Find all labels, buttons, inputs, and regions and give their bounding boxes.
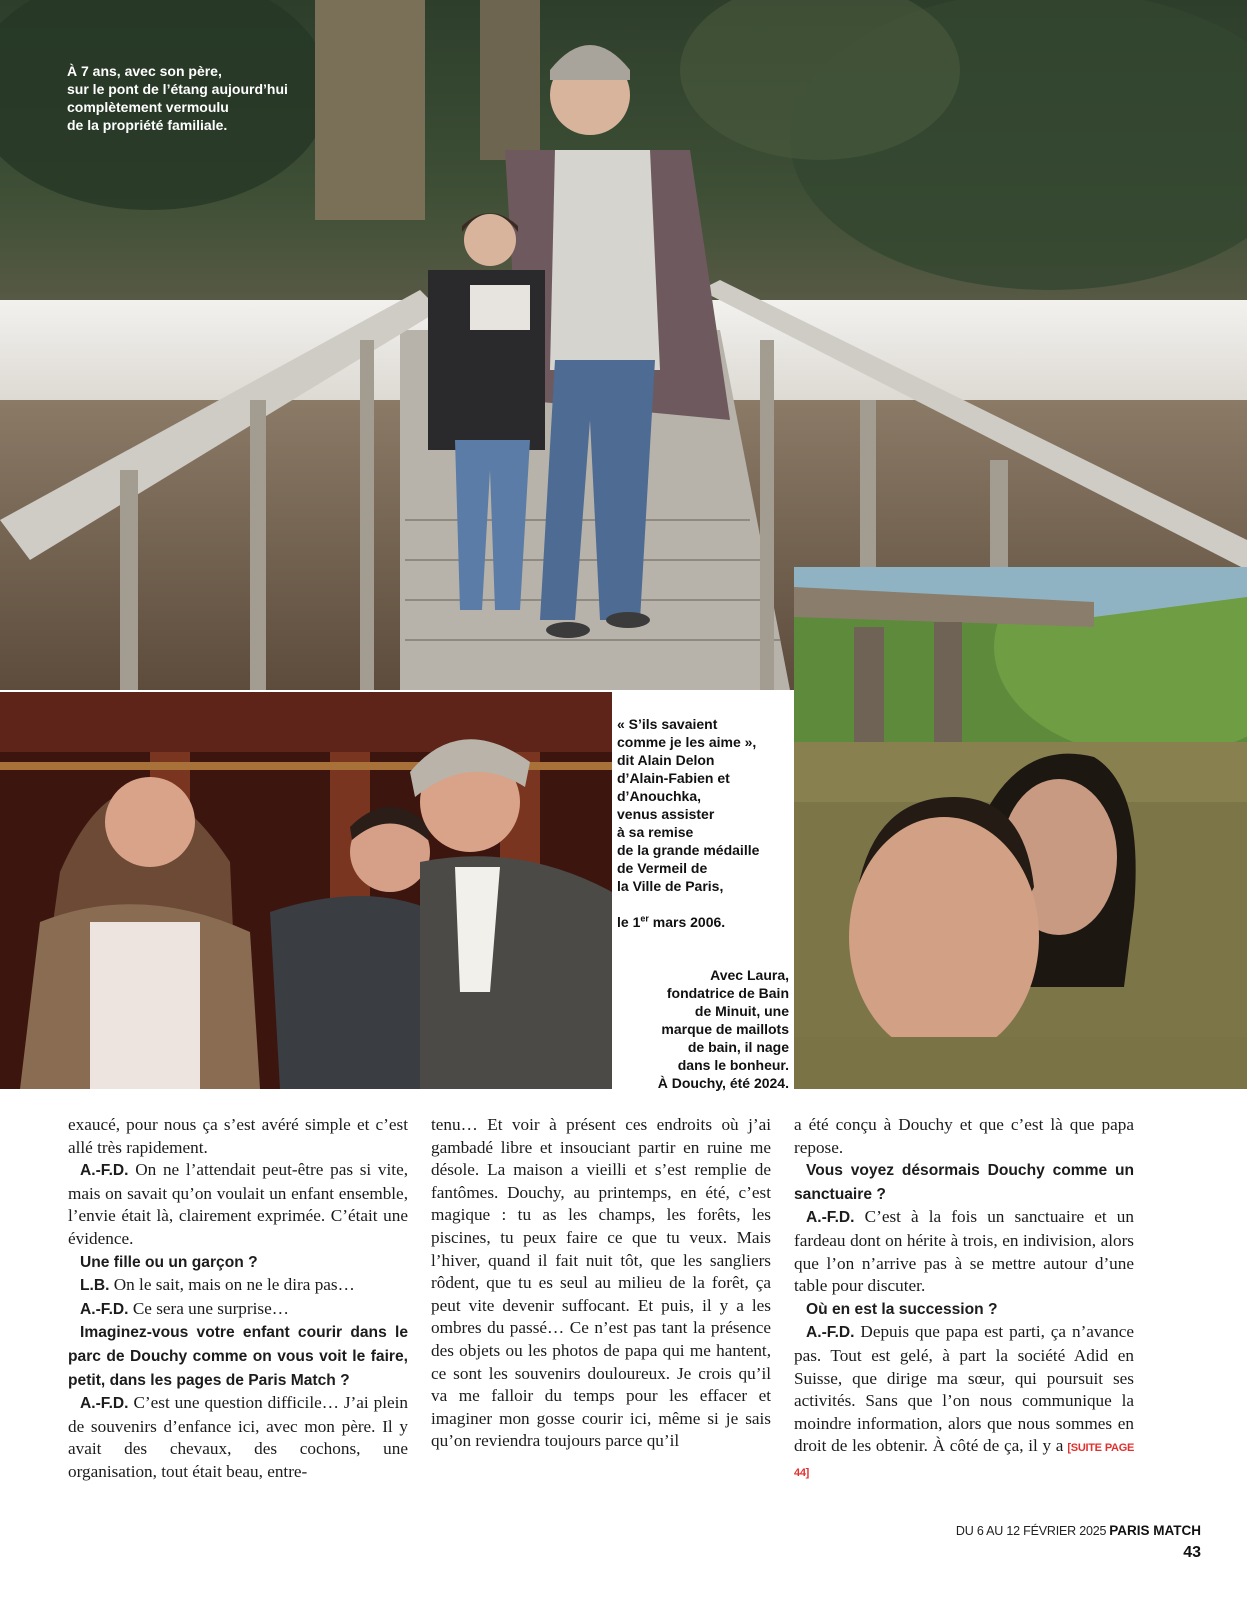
caption-ceremony-date: le 1er mars 2006. — [617, 913, 726, 930]
interview-answer — [68, 1159, 408, 1250]
interview-answer — [68, 1274, 408, 1298]
article-column-1 — [68, 1114, 408, 1484]
interview-question — [68, 1321, 408, 1392]
interview-answer — [68, 1298, 408, 1322]
continued-marker: [SUITE PAGE 44] — [794, 1442, 1134, 1479]
interview-answer — [794, 1321, 1134, 1484]
answer-text: C’est une question difficile… J’ai plein de souvenirs d’enfance ici, avec mon père. Il y avait des chevaux, des cochons, une organisation, tout était beau, entre- — [68, 1393, 408, 1481]
speaker-initials: A.-F.D. — [80, 1395, 129, 1413]
caption-line: à sa remise — [617, 824, 694, 840]
interview-answer — [68, 1392, 408, 1483]
caption-line: « S’ils savaient — [617, 716, 718, 732]
speaker-initials: A.-F.D. — [806, 1209, 855, 1227]
caption-ceremony — [617, 697, 777, 949]
speaker-initials: A.-F.D. — [80, 1162, 129, 1180]
speaker-initials: A.-F.D. — [80, 1300, 129, 1318]
caption-ceremony-lines — [617, 715, 777, 895]
footer-magazine: PARIS MATCH — [1109, 1523, 1201, 1538]
speaker-initials: A.-F.D. — [806, 1324, 855, 1342]
article-column-2 — [431, 1114, 771, 1453]
caption-line: de Vermeil de — [617, 860, 708, 876]
answer-text: C’est à la fois un sanctuaire et un fardeau dont on hérite à trois, en indivision, alors que l’on n’arrive pas à se mettre autour d’une table pour discuter. — [794, 1207, 1134, 1296]
interview-answer — [794, 1206, 1134, 1297]
footer-issue-line — [956, 1522, 1201, 1540]
page-footer — [956, 1522, 1201, 1562]
photo-ceremony — [0, 692, 612, 1089]
question-text: Où en est la succession ? — [806, 1300, 998, 1318]
photo-swimming — [794, 567, 1247, 1089]
caption-line: la Ville de Paris, — [617, 878, 724, 894]
question-text: Imaginez-vous votre enfant courir dans le parc de Douchy comme on vous voit le faire, petit, dans les pages de Paris Match ? — [68, 1324, 408, 1389]
caption-line: de la grande médaille — [617, 842, 760, 858]
answer-text: On le sait, mais on ne le dira pas… — [109, 1275, 355, 1295]
page-number: 43 — [1183, 1544, 1201, 1561]
caption-line: venus assister — [617, 806, 715, 822]
caption-line: d’Anouchka, — [617, 788, 702, 804]
answer-text: Depuis que papa est parti, ça n’avance pas. Tout est gelé, à part la société Adid en Suisse, que dirige ma sœur, qui poursuit ses activités. Sans que l’on nous communique la moindre information, alors que nous sommes en droit de les obtenir. À côté de ça, il y a — [794, 1322, 1134, 1456]
footer-date: DU 6 AU 12 FÉVRIER 2025 — [955, 1524, 1107, 1538]
caption-swimming: Avec Laura, fondatrice de Bain de Minuit, une marque de maillots de bain, il nage dans le bonheur. À Douchy, été 2024. — [657, 967, 789, 1091]
answer-text: Ce sera une surprise… — [128, 1298, 289, 1318]
question-text: Une fille ou un garçon ? — [80, 1253, 258, 1271]
article-paragraph: exaucé, pour nous ça s’est avéré simple et c’est allé très rapidement. — [68, 1115, 408, 1157]
speaker-initials: L.B. — [80, 1277, 110, 1295]
caption-line: comme je les aime », — [617, 734, 757, 750]
article-paragraph: tenu… Et voir à présent ces endroits où j’ai gambadé libre et insouciant partir en ruine me désole. La maison a vieilli et s’est remplie de fantômes. Douchy, au printemps, en été, c’est magique : tu as les champs, les forêts, les piscines, tu peux faire ce que tu veux. Mais l’hiver, quand il fait nuit tôt, que les sangliers rôdent, que tu es seul au milieu de la forêt, ça peut vite devenir suffocant. Et puis, il y a les ombres du passé… Ce n’est pas tant la présence des objets ou les photos de papa qui me hantent, ce sont les souvenirs douloureux. Je crois qu’il va me falloir du temps pour les effacer et imaginer mon gosse courir ici, même si je sais qu’on reviendra toujours parce qu’il — [431, 1115, 771, 1451]
interview-question — [794, 1298, 1134, 1322]
interview-question — [794, 1159, 1134, 1206]
question-text: Vous voyez désormais Douchy comme un sanctuaire ? — [794, 1162, 1134, 1203]
article-column-3 — [794, 1114, 1134, 1485]
caption-line: d’Alain-Fabien et — [617, 770, 730, 786]
caption-bridge: À 7 ans, avec son père, sur le pont de l’étang aujourd’hui complètement vermoulu de la propriété familiale. — [67, 63, 288, 133]
caption-line: dit Alain Delon — [617, 752, 715, 768]
answer-text: On ne l’attendait peut-être pas si vite, mais on savait qu’on voulait un enfant ensemble, l’envie était là, clairement exprimée. C’était une évidence. — [68, 1160, 408, 1248]
article-paragraph: a été conçu à Douchy et que c’est là que papa repose. — [794, 1115, 1134, 1157]
interview-question — [68, 1251, 408, 1275]
